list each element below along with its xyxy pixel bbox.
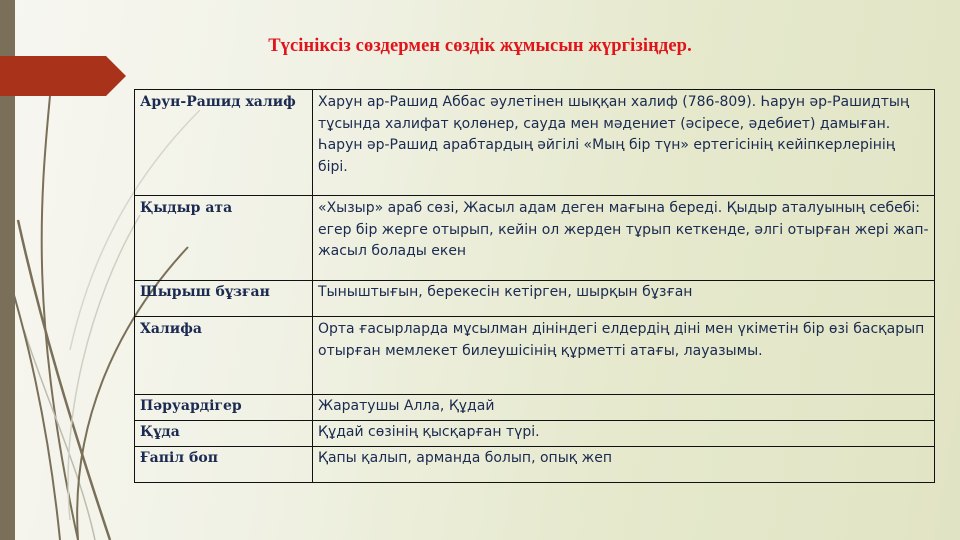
table-row	[135, 196, 935, 281]
term-cell: Құда	[135, 421, 313, 447]
definition-cell: Жаратушы Алла, Құдай	[313, 395, 935, 421]
term-cell: Қыдыр ата	[135, 196, 313, 281]
table-row	[135, 395, 935, 421]
table-row	[135, 317, 935, 395]
term-cell: Арун-Рашид халиф	[135, 90, 313, 196]
definition-cell: Тыныштығын, берекесін кетірген, шырқын бұзған	[313, 281, 935, 317]
vocabulary-table	[134, 89, 935, 483]
term-cell: Ғапіл боп	[135, 447, 313, 483]
table-row	[135, 447, 935, 483]
term-cell: Пәруардігер	[135, 395, 313, 421]
definition-cell: Құдай сөзінің қысқарған түрі.	[313, 421, 935, 447]
definition-cell: Орта ғасырларда мұсылман дініндегі елдердің діні мен үкіметін бір өзі басқарып отырған мемлекет билеушісінің құрметті атағы, лауазымы.	[313, 317, 935, 395]
table-row	[135, 90, 935, 196]
table-row	[135, 281, 935, 317]
term-cell: Халифа	[135, 317, 313, 395]
definition-cell: Қапы қалып, арманда болып, опық жеп	[313, 447, 935, 483]
definition-cell: «Хызыр» араб сөзі, Жасыл адам деген мағына береді. Қыдыр аталуының себебі: егер бір жерге отырып, кейін ол жерден тұрып кеткенде, әлгі отырған жері жап-жасыл болады екен	[313, 196, 935, 281]
definition-cell: Харун ар-Рашид Аббас әулетінен шыққан халиф (786-809). Һарун әр-Рашидтың тұсында халифат қолөнер, сауда мен мәдениет (әсіресе, әдебиет) дамыған. Һарун әр-Рашид арабтардың әйгілі «Мың бір түн» ертегісінің кейіпкерлерінің бірі.	[313, 90, 935, 196]
arrow-right-banner-icon	[0, 56, 126, 96]
table-row	[135, 421, 935, 447]
term-cell: Шырыш бұзған	[135, 281, 313, 317]
slide-title: Түсініксіз сөздермен сөздік жұмысын жүргізіңдер.	[268, 36, 692, 56]
